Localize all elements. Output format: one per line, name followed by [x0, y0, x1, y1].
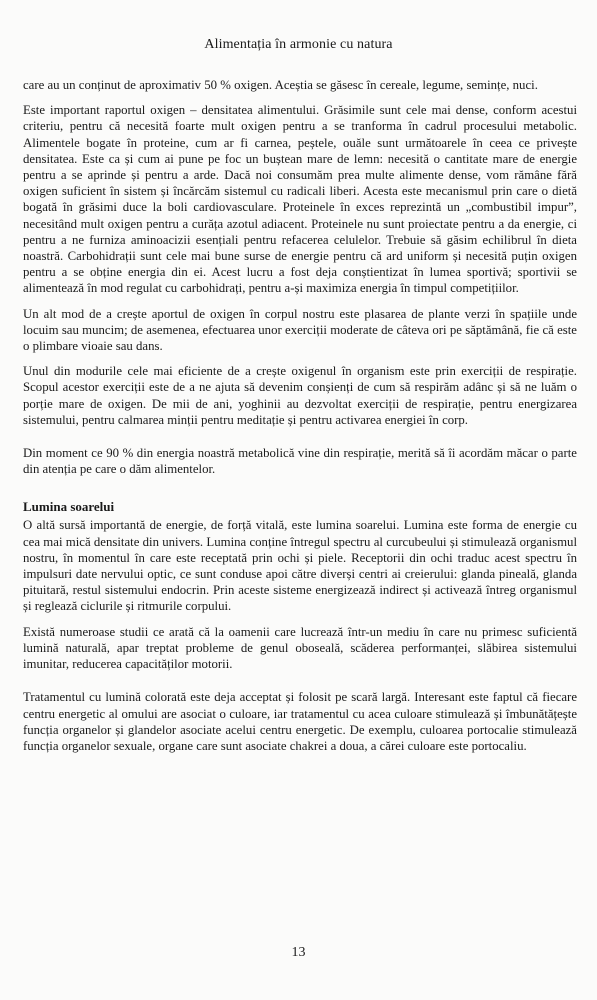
body-paragraph: Unul din modurile cele mai eficiente de a crește oxigenul în organism este prin exerciții de respirație. Scopul acestor exerciții este de a ne ajuta să devenim conșienți de cum să respirăm adânc și să ne luăm o porție mare de oxigen. De mii de ani, yoghinii au dezvoltat exerciții de respirație, pentru energizarea sistemului, pentru calmarea minții pentru meditație și pentru activarea energiei în corp.: [23, 364, 577, 427]
running-title: Alimentația în armonie cu natura: [204, 37, 393, 52]
section-heading: Lumina soarelui: [23, 499, 115, 515]
page-body: [23, 77, 577, 763]
section-paragraph: Există numeroase studii ce arată că la oamenii care lucrează într-un mediu în care nu primesc suficientă lumină naturală, apar treptat probleme de genul oboseală, scăderea performanței, slăbirea sistemului imunitar, reducerea capacităților motorii.: [23, 624, 577, 672]
body-paragraph: Din moment ce 90 % din energia noastră metabolică vine din respirație, merită să îi acordăm măcar o parte din atenția pe care o dăm alimentelor.: [23, 446, 577, 477]
section-paragraph: O altă sursă importantă de energie, de forță vitală, este lumina soarelui. Lumina este forma de energie cu cea mai mică densitate din univers. Lumina conține întregul spectru al curcubeului și stimulează organismul nostru, în momentul în care este receptată prin ochi și piele. Receptorii din ochi traduc acest spectru în impulsuri date nervului optic, ce sunt conduse apoi către diverși centri ai creierului: glanda pineală, glanda pituitară, restul sistemului endocrin. Prin aceste sisteme energizează indirect și activează întreg organismul și reglează ciclurile și ritmurile corpului.: [23, 518, 577, 614]
body-paragraph: Este important raportul oxigen – densitatea alimentului. Grăsimile sunt cele mai dense, conform acestui criteriu, pentru că necesită foarte mult oxigen pentru a se tranforma în cadrul procesului metabolic. Alimentele bogate în proteine, cum ar fi carnea, peștele, ouăle sunt următoarele în ceea ce privește densitatea. Este ca și cum ai pune pe foc un buștean mare de lemn: necesită o cantitate mare de energie pentru a se aprinde și pentru a arde. Dacă noi consumăm prea multe alimente dense, vom rămâne fără oxigen suficient în sistem și încărcăm sistemul cu radicali liberi. Acesta este mecanismul prin care o dietă bogată în grăsimi duce la boli cardiovasculare. Proteinele în exces reprezintă un „combustibil impur”, necesitând mult oxigen pentru a curăța azotul adiacent. Proteinele nu sunt proiectate pentru a da energie, ci pentru a ne furniza aminoacizii esențiali pentru refacerea celulelor. Trebuie să găsim echilibrul în dieta noastră. Carbohidrații sunt cele mai bune surse de energie pentru că ard uniform și necesită puțin oxigen pentru a se obține energia din ei. Acest lucru a fost deja conștientizat în lumea sportivă; sportivii se alimentează în mod regulat cu carbohidrați, pentru a-și maximiza energia în timpul competițiilor.: [23, 103, 577, 296]
body-paragraph: Un alt mod de a crește aportul de oxigen în corpul nostru este plasarea de plante verzi în spațiile unde locuim sau muncim; de asemenea, efectuarea unor exerciții moderate de câteva ori pe săptămână, fie că este o plimbare vioaie sau dans.: [23, 306, 577, 354]
body-paragraph: care au un conținut de aproximativ 50 % oxigen. Aceștia se găsesc în cereale, legume, semințe, nuci.: [23, 78, 538, 92]
section-paragraph: Tratamentul cu lumină colorată este deja acceptat și folosit pe scară largă. Interesant este faptul că fiecare centru energetic al omului are asociat o culoare, iar tratamentul cu acea culoare stimulează și îmbunătățește funcția organelor și glandelor asociate acelui centru energetic. De exemplu, culoarea portocalie stimulează funcția organelor sexuale, organe care sunt asociate chakrei a doua, a cărei culoare este portocaliu.: [23, 690, 577, 753]
page-number: 13: [291, 945, 306, 960]
